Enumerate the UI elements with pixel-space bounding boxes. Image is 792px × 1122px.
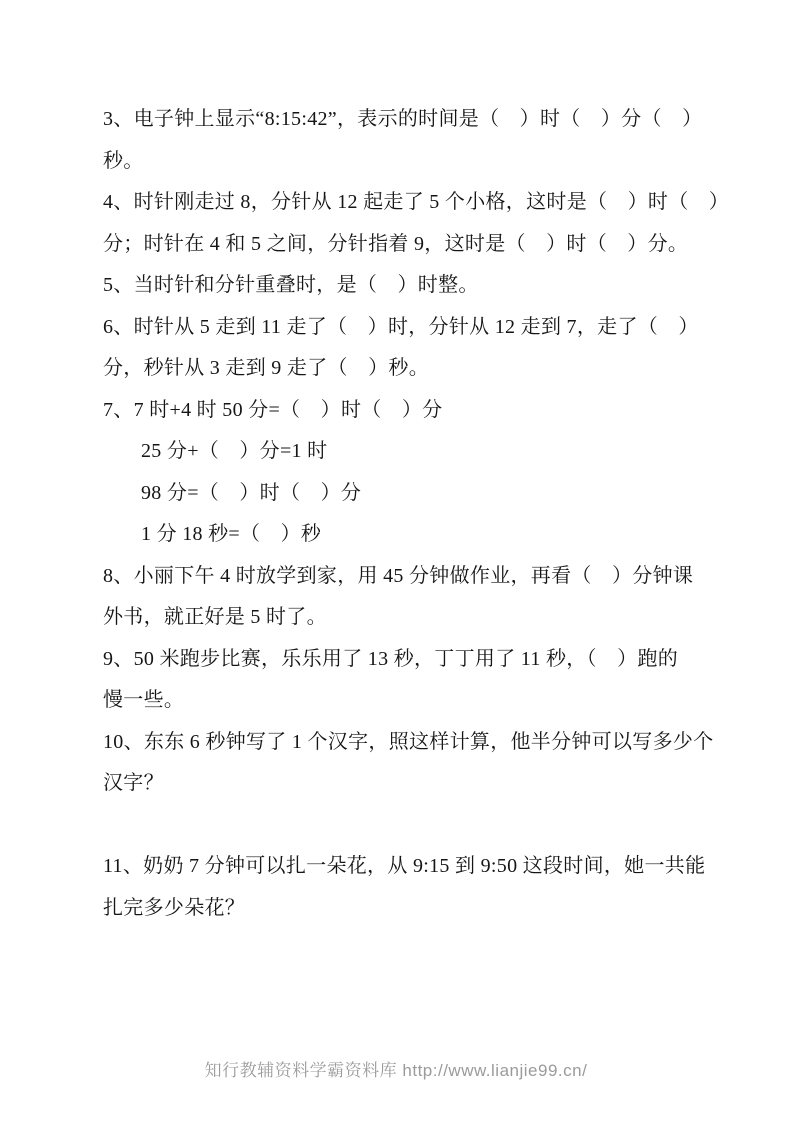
worksheet-body (103, 99, 730, 929)
blank-spacer-line (103, 805, 703, 847)
question-11-line-2: 扎完多少朵花？ (103, 896, 246, 919)
question-4-line-2: 分；时针在 4 和 5 之间，分针指着 9，这时是（ ）时（ ）分。 (103, 232, 689, 255)
question-11-line-1: 11、奶奶 7 分钟可以扎一朵花，从 9:15 到 9:50 这段时间，她一共能 (103, 855, 706, 877)
question-8-line-1: 8、小丽下午 4 时放学到家，用 45 分钟做作业，再看（ ）分钟课 (103, 564, 694, 587)
question-7-subline-2: 98 分=（ ）时（ ）分 (141, 481, 362, 504)
question-3-line-1: 3、电子钟上显示“8:15:42”，表示的时间是（ ）时（ ）分（ ） (103, 108, 703, 130)
footer-watermark: 知行教辅资料学霸资料库 http://www.lianjie99.cn/ (204, 1061, 588, 1080)
question-7-line-1: 7、7 时+4 时 50 分=（ ）时（ ）分 (103, 398, 443, 421)
question-5-line-1: 5、当时针和分针重叠时，是（ ）时整。 (103, 274, 479, 296)
question-6-line-2: 分，秒针从 3 走到 9 走了（ ）秒。 (103, 357, 429, 379)
question-3-line-2: 秒。 (103, 149, 144, 172)
question-8-line-2: 外书，就正好是 5 时了。 (103, 606, 327, 628)
question-9-line-2: 慢一些。 (103, 689, 185, 711)
question-4-line-1: 4、时针刚走过 8，分针从 12 起走了 5 个小格，这时是（ ）时（ ） (103, 191, 730, 213)
question-7-subline-1: 25 分+（ ）分=1 时 (141, 440, 328, 462)
question-6-line-1: 6、时针从 5 走到 11 走了（ ）时，分针从 12 走到 7，走了（ ） (103, 315, 699, 338)
question-9-line-1: 9、50 米跑步比赛，乐乐用了 13 秒，丁丁用了 11 秒，（ ）跑的 (103, 647, 679, 670)
question-7-subline-3: 1 分 18 秒=（ ）秒 (141, 523, 322, 545)
question-10-line-1: 10、东东 6 秒钟写了 1 个汉字，照这样计算，他半分钟可以写多少个 (103, 730, 714, 753)
question-10-line-2: 汉字？ (103, 772, 164, 794)
